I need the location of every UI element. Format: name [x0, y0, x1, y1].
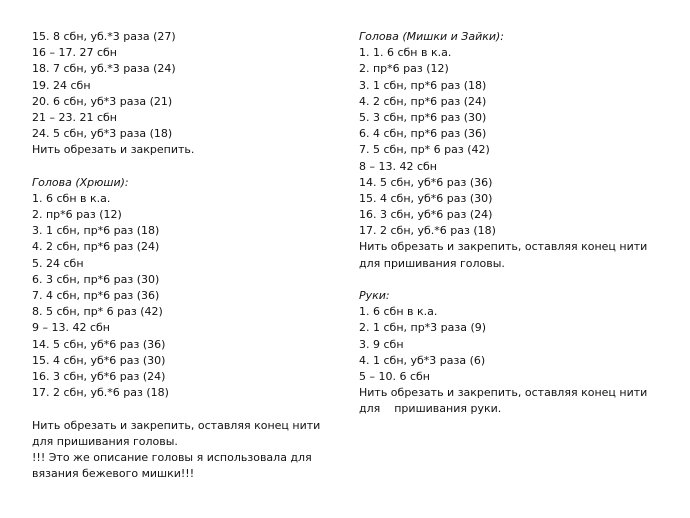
notes-section	[32, 418, 352, 483]
spacer	[359, 272, 684, 288]
pattern-row: 21 – 23. 21 сбн	[32, 110, 117, 124]
bear-bunny-head-section	[359, 45, 684, 272]
finish-instruction: для пришивания руки.	[359, 402, 502, 416]
pattern-row: 4. 2 сбн, пр*6 раз (24)	[32, 240, 160, 254]
spacer	[32, 159, 352, 175]
finish-instruction: Нить обрезать и закрепить.	[32, 143, 195, 157]
finish-instruction: для пришивания головы.	[359, 256, 505, 270]
pattern-row: 5. 3 сбн, пр*6 раз (30)	[359, 110, 487, 124]
pattern-row: 9 – 13. 42 сбн	[32, 321, 110, 335]
pattern-row: 2. пр*6 раз (12)	[32, 208, 122, 222]
pattern-row: 6. 3 сбн, пр*6 раз (30)	[32, 272, 160, 286]
pattern-row: 16. 3 сбн, уб*6 раз (24)	[32, 369, 166, 383]
pattern-row: 2. пр*6 раз (12)	[359, 62, 449, 76]
pattern-row: 7. 5 сбн, пр* 6 раз (42)	[359, 143, 490, 157]
arms-title: Руки:	[359, 289, 390, 302]
pattern-row: 20. 6 сбн, уб*3 раза (21)	[32, 94, 173, 108]
pattern-row: 16 – 17. 27 сбн	[32, 46, 117, 60]
pattern-row: 8. 5 сбн, пр* 6 раз (42)	[32, 305, 163, 319]
pattern-row: 2. 1 сбн, пр*3 раза (9)	[359, 321, 487, 335]
note-line: для пришивания головы.	[32, 434, 178, 448]
arms-section	[359, 304, 684, 417]
pattern-row: 4. 2 сбн, пр*6 раз (24)	[359, 94, 487, 108]
pattern-row: 15. 8 сбн, уб.*3 раза (27)	[32, 30, 176, 43]
pattern-row: 1. 6 сбн в к.а.	[359, 305, 438, 319]
pattern-row: 5. 24 сбн	[32, 256, 84, 270]
pattern-row: 1. 6 сбн в к.а.	[32, 191, 111, 205]
note-line: вязания бежевого мишки!!!	[32, 467, 195, 481]
pattern-row: 17. 2 сбн, уб.*6 раз (18)	[359, 224, 496, 238]
pattern-row: 15. 4 сбн, уб*6 раз (30)	[32, 353, 166, 367]
pattern-row: 19. 24 сбн	[32, 78, 91, 92]
finish-instruction: Нить обрезать и закрепить, оставляя конец нити	[359, 386, 648, 400]
pattern-row: 7. 4 сбн, пр*6 раз (36)	[32, 289, 160, 302]
pattern-row: 15. 4 сбн, уб*6 раз (30)	[359, 191, 493, 205]
finish-instruction: Нить обрезать и закрепить, оставляя конец нити	[359, 240, 648, 254]
spacer	[32, 401, 352, 417]
piglet-head-section	[32, 191, 352, 401]
left-column	[32, 29, 352, 482]
right-column	[359, 29, 684, 418]
body-end-section	[32, 29, 352, 159]
pattern-row: 3. 1 сбн, пр*6 раз (18)	[359, 78, 487, 92]
pattern-row: 16. 3 сбн, уб*6 раз (24)	[359, 208, 493, 222]
pattern-row: 18. 7 сбн, уб.*3 раза (24)	[32, 62, 176, 76]
piglet-head-title: Голова (Хрюши):	[32, 175, 129, 189]
pattern-row: 14. 5 сбн, уб*6 раз (36)	[32, 337, 166, 351]
pattern-row: 8 – 13. 42 сбн	[359, 159, 437, 173]
pattern-row: 3. 9 сбн	[359, 337, 404, 351]
pattern-row: 4. 1 сбн, уб*3 раза (6)	[359, 353, 486, 367]
pattern-row: 5 – 10. 6 сбн	[359, 369, 431, 383]
note-line: !!! Это же описание головы я использовала для	[32, 450, 312, 464]
pattern-row: 1. 1. 6 сбн в к.а.	[359, 46, 452, 60]
pattern-row: 17. 2 сбн, уб.*6 раз (18)	[32, 386, 169, 400]
bear-bunny-head-title: Голова (Мишки и Зайки):	[359, 30, 505, 43]
pattern-row: 24. 5 сбн, уб*3 раза (18)	[32, 127, 173, 141]
pattern-row: 3. 1 сбн, пр*6 раз (18)	[32, 224, 160, 238]
pattern-row: 14. 5 сбн, уб*6 раз (36)	[359, 175, 493, 189]
note-line: Нить обрезать и закрепить, оставляя конец нити	[32, 418, 321, 432]
pattern-row: 6. 4 сбн, пр*6 раз (36)	[359, 127, 487, 141]
